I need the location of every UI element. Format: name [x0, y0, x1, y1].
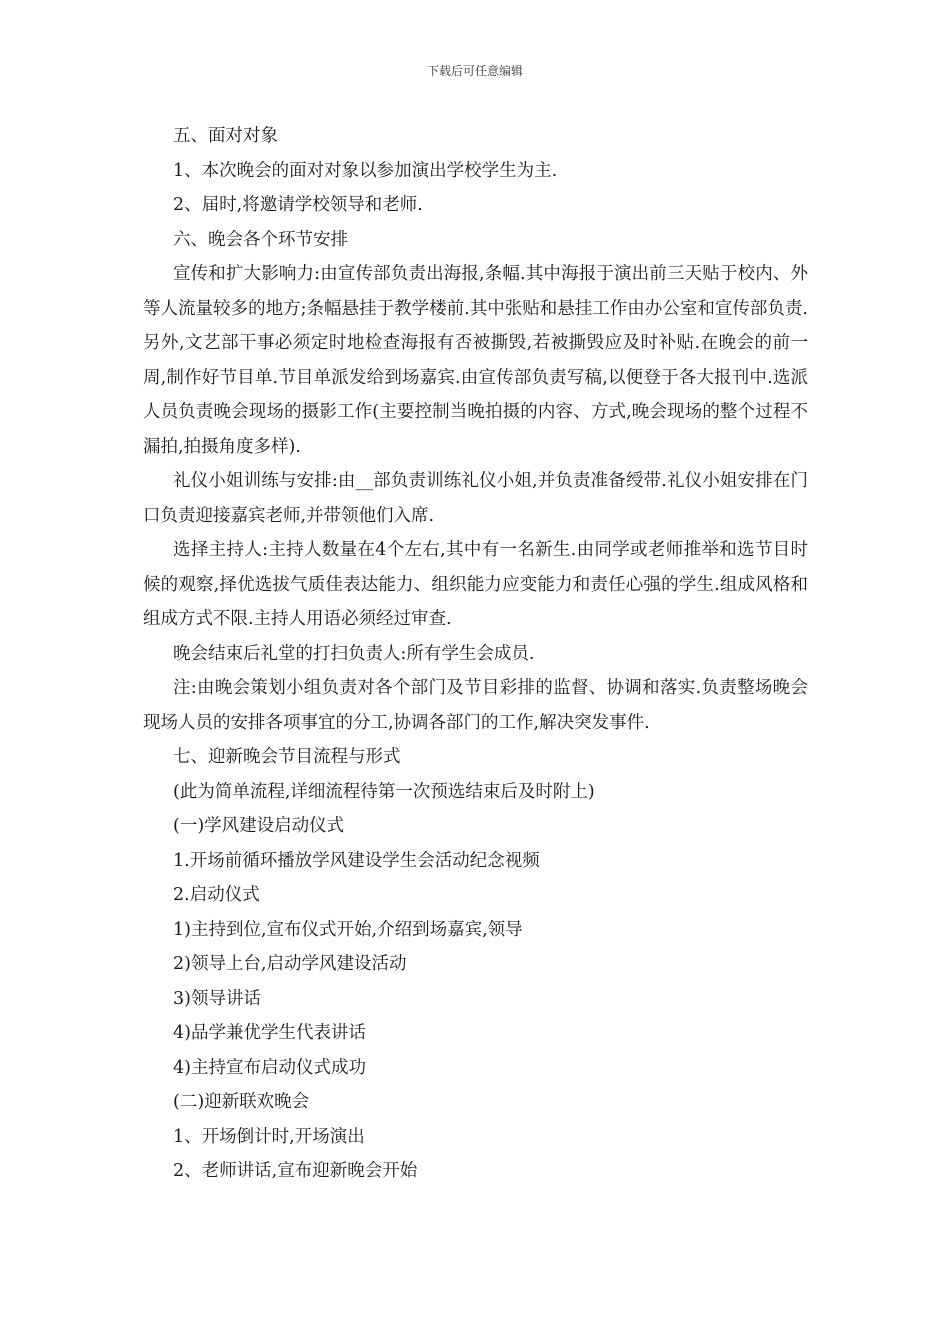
- subsection-heading: (二)迎新联欢晚会: [173, 1092, 310, 1112]
- list-item: 2、届时,将邀请学校领导和老师.: [173, 195, 423, 215]
- paragraph: 晚会结束后礼堂的打扫负责人:所有学生会成员.: [173, 643, 535, 664]
- list-item: 1、开场倒计时,开场演出: [173, 1126, 365, 1147]
- section-heading: 七、迎新晚会节目流程与形式: [173, 747, 401, 767]
- paragraph: 注:由晚会策划小组负责对各个部门及节目彩排的监督、协调和落实.负责整场晚会现场人员的安排各项事宜的分工,协调各部门的工作,解决突发事件.: [143, 678, 808, 733]
- paragraph: 礼仪小姐训练与安排:由__部负责训练礼仪小姐,并负责准备绶带.礼仪小姐安排在门口负责迎接嘉宾老师,并带领他们入席.: [143, 471, 808, 526]
- section-heading: 五、面对对象: [173, 126, 278, 146]
- section-heading: 六、晚会各个环节安排: [173, 229, 348, 250]
- list-item: 3)领导讲话: [173, 988, 261, 1009]
- list-item: 4)主持宣布启动仪式成功: [173, 1057, 366, 1078]
- list-item: 4)品学兼优学生代表讲话: [173, 1023, 366, 1043]
- list-item: 2、老师讲话,宣布迎新晚会开始: [173, 1161, 418, 1181]
- subsection-heading: (一)学风建设启动仪式: [173, 816, 345, 836]
- list-item: 1)主持到位,宣布仪式开始,介绍到场嘉宾,领导: [173, 919, 523, 940]
- document-body: [143, 119, 808, 1189]
- note-line: (此为简单流程,详细流程待第一次预选结束后及时附上): [173, 781, 595, 802]
- list-item: 1、本次晚会的面对对象以参加演出学校学生为主.: [173, 160, 558, 181]
- paragraph: 选择主持人:主持人数量在4个左右,其中有一名新生.由同学或老师推举和选节目时候的观察,择优选拔气质佳表达能力、组织能力应变能力和责任心强的学生.组成风格和组成方式不限.主持人用语必须经过审查.: [143, 540, 808, 629]
- list-item: 2.启动仪式: [173, 885, 260, 905]
- list-item: 2)领导上台,启动学风建设活动: [173, 954, 407, 974]
- page-header: 下载后可任意编辑: [426, 64, 523, 78]
- list-item: 1.开场前循环播放学风建设学生会活动纪念视频: [173, 850, 540, 871]
- paragraph: 宣传和扩大影响力:由宣传部负责出海报,条幅.其中海报于演出前三天贴于校内、外等人流量较多的地方;条幅悬挂于教学楼前.其中张贴和悬挂工作由办公室和宣传部负责.另外,文艺部干事必须定时地检查海报有否被撕毁,若被撕毁应及时补贴.在晚会的前一周,制作好节目单.节目单派发给到场嘉宾.由宣传部负责写稿,以便登于各大报刊中.选派人员负责晚会现场的摄影工作(主要控制当晚拍摄的内容、方式,晚会现场的整个过程不漏拍,拍摄角度多样).: [143, 264, 808, 457]
